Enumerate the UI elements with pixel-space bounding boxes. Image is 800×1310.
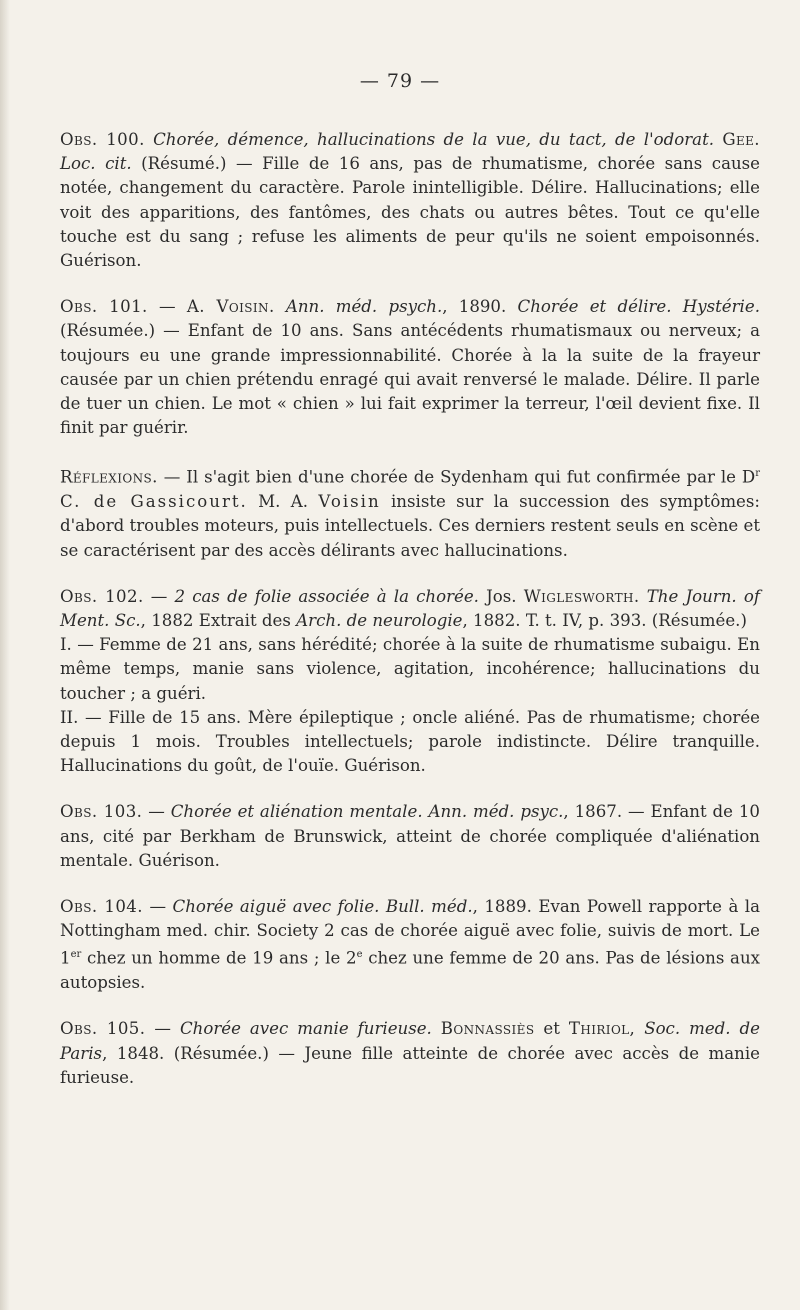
obs-body: , 1848. (Résumée.) — Jeune fille atteinte de chorée avec accès de manie furieuse. — [60, 1043, 760, 1087]
doctor-superscript: r — [755, 468, 760, 480]
obs-author-prefix: Jos. — [486, 586, 517, 606]
reflexions-name-1: C. de Gassicourt. — [60, 492, 248, 512]
obs-body: (Résumée.) — Enfant de 10 ans. Sans antécédents rhumatismaux ou nerveux; a toujours eu une grande impressionnabilité. Chorée à la la suite de la frayeur causée par un chien prétendu enragé qui avait renversé le malade. Délire. Il parle de tuer un chien. Le mot « chien » lui fait exprimer la terreur, l'œil devient fixe. Il finit par guérir. — [60, 321, 760, 438]
obs-title: — Chorée avec manie furieuse. — [154, 1019, 432, 1039]
obs-journal: The Journ. of Ment. Sc. — [60, 586, 760, 630]
obs-label: Obs. 105. — [60, 1019, 146, 1039]
obs-author: Wiglesworth. — [523, 586, 640, 606]
obs-label: Obs. 102. — [60, 586, 144, 606]
page-body — [60, 128, 760, 1112]
obs-journal-2: Arch. de neurologie — [296, 610, 463, 630]
case-2: II. — Fille de 15 ans. Mère épileptique ; oncle aliéné. Pas de rhumatisme; chorée depuis 1 mois. Troubles intellectuels; parole indistincte. Délire tranquille. Hallucinations du goût, de l'ouïe. Guérison. — [60, 707, 760, 776]
reflexions-text-1: — Il s'agit bien d'une chorée de Sydenham qui fut confirmée par le D — [163, 467, 756, 487]
case-1: I. — Femme de 21 ans, sans hérédité; chorée à la suite de rhumatisme subaigu. En même temps, manie sans violence, agitation, incohérence; hallucinations du toucher ; a guéri. — [60, 635, 760, 703]
obs-body: (Résumé.) — Fille de 16 ans, pas de rhumatisme, chorée sans cause notée, changement du caractère. Parole inintelligible. Délire. Hallucinations; elle voit des apparitions, des fantômes, des chats ou autres bêtes. Tout ce qu'elle touche est du sang ; refuse les aliments de peur qu'ils ne soient empoisonnés. Guérison. — [60, 154, 760, 271]
obs-body-3: chez une femme de 20 ans. Pas de lésions aux autopsies. — [60, 948, 760, 993]
page-number: — 79 — — [359, 70, 441, 92]
obs-title: Chorée et délire. Hystérie. — [517, 297, 760, 317]
observation-104 — [60, 895, 760, 995]
reflexions-label: Réflexions. — [60, 467, 158, 487]
obs-title: — 2 cas de folie associée à la chorée. — [150, 586, 479, 606]
page-edge-shadow — [0, 0, 10, 1310]
observation-105 — [60, 1017, 760, 1090]
obs-source: Ann. méd. psyc. — [428, 802, 564, 822]
obs-title: — Chorée aiguë avec folie. — [149, 897, 380, 917]
reflexions-text-3: insiste sur la succession des symptômes: d'abord troubles moteurs, puis intellectuels. Ces derniers restent seuls en scène et se caractérisent par des accès délirants avec hallucinations. — [60, 492, 760, 560]
obs-label: Obs. 100. — [60, 130, 145, 149]
obs-author: Gee. — [722, 130, 760, 149]
obs-label: Obs. 103. — [60, 802, 143, 822]
obs-source: Loc. cit. — [60, 154, 132, 174]
obs-source: Bull. méd. — [385, 897, 473, 917]
obs-title: Chorée, démence, hallucinations de la vue, du tact, de l'odorat. — [153, 130, 715, 149]
obs-body-2: chez un homme de 19 ans ; le 2 — [81, 948, 357, 968]
obs-year: , 1890. — [442, 297, 507, 317]
ordinal-superscript: er — [70, 949, 82, 961]
obs-body: , 1889. Evan Powell rapporte à la Nottingham med. chir. Society 2 cas de chorée aiguë avec folie, suivis de mort. Le 1 — [60, 897, 761, 968]
obs-body: , 1867. — Enfant de 10 ans, cité par Berkham de Brunswick, atteint de chorée compliquée d'aliénation mentale. Guérison. — [60, 802, 760, 870]
obs-label: Obs. 104. — [60, 897, 143, 917]
obs-source: Soc. med. de Paris — [60, 1019, 760, 1063]
obs-and: et — [543, 1019, 560, 1039]
obs-author: A. Voisin. — [186, 297, 275, 317]
obs-title: — Chorée et aliénation mentale. — [148, 802, 423, 822]
obs-label: Obs. 101. — [60, 297, 148, 317]
observation-100 — [60, 128, 760, 273]
reflexions-text-2: M. A. — [258, 492, 309, 512]
obs-source: Ann. méd. psych. — [285, 297, 443, 317]
reflexions-paragraph — [60, 462, 760, 562]
reflexions-name-2: Voisin — [318, 492, 381, 512]
obs-author-2: Thiriol, — [568, 1019, 636, 1039]
observation-102 — [60, 585, 760, 779]
observation-101: Obs. 101. — A. Voisin. Ann. méd. psych., 1890. Chorée et délire. Hystérie. (Résumée.) — Enfant de 10 ans. Sans antécédents rhumatismaux ou nerveux; a toujours eu une grande impressionnabilité. Chorée à la la suite de la frayeur causée par un chien prétendu enragé qui avait renversé le malade. Délire. Il parle de tuer un chien. Le mot « chien » lui fait exprimer la terreur, l'œil devient fixe. Il finit par guérir. — [60, 297, 760, 438]
ordinal-superscript: e — [356, 949, 363, 961]
obs-header — [60, 585, 760, 633]
obs-author: Bonnassiès — [440, 1019, 535, 1039]
obs-end: , 1882. T. t. IV, p. 393. (Résumée.) — [462, 610, 747, 630]
obs-mid: , 1882 Extrait des — [140, 610, 291, 630]
observation-103 — [60, 800, 760, 873]
